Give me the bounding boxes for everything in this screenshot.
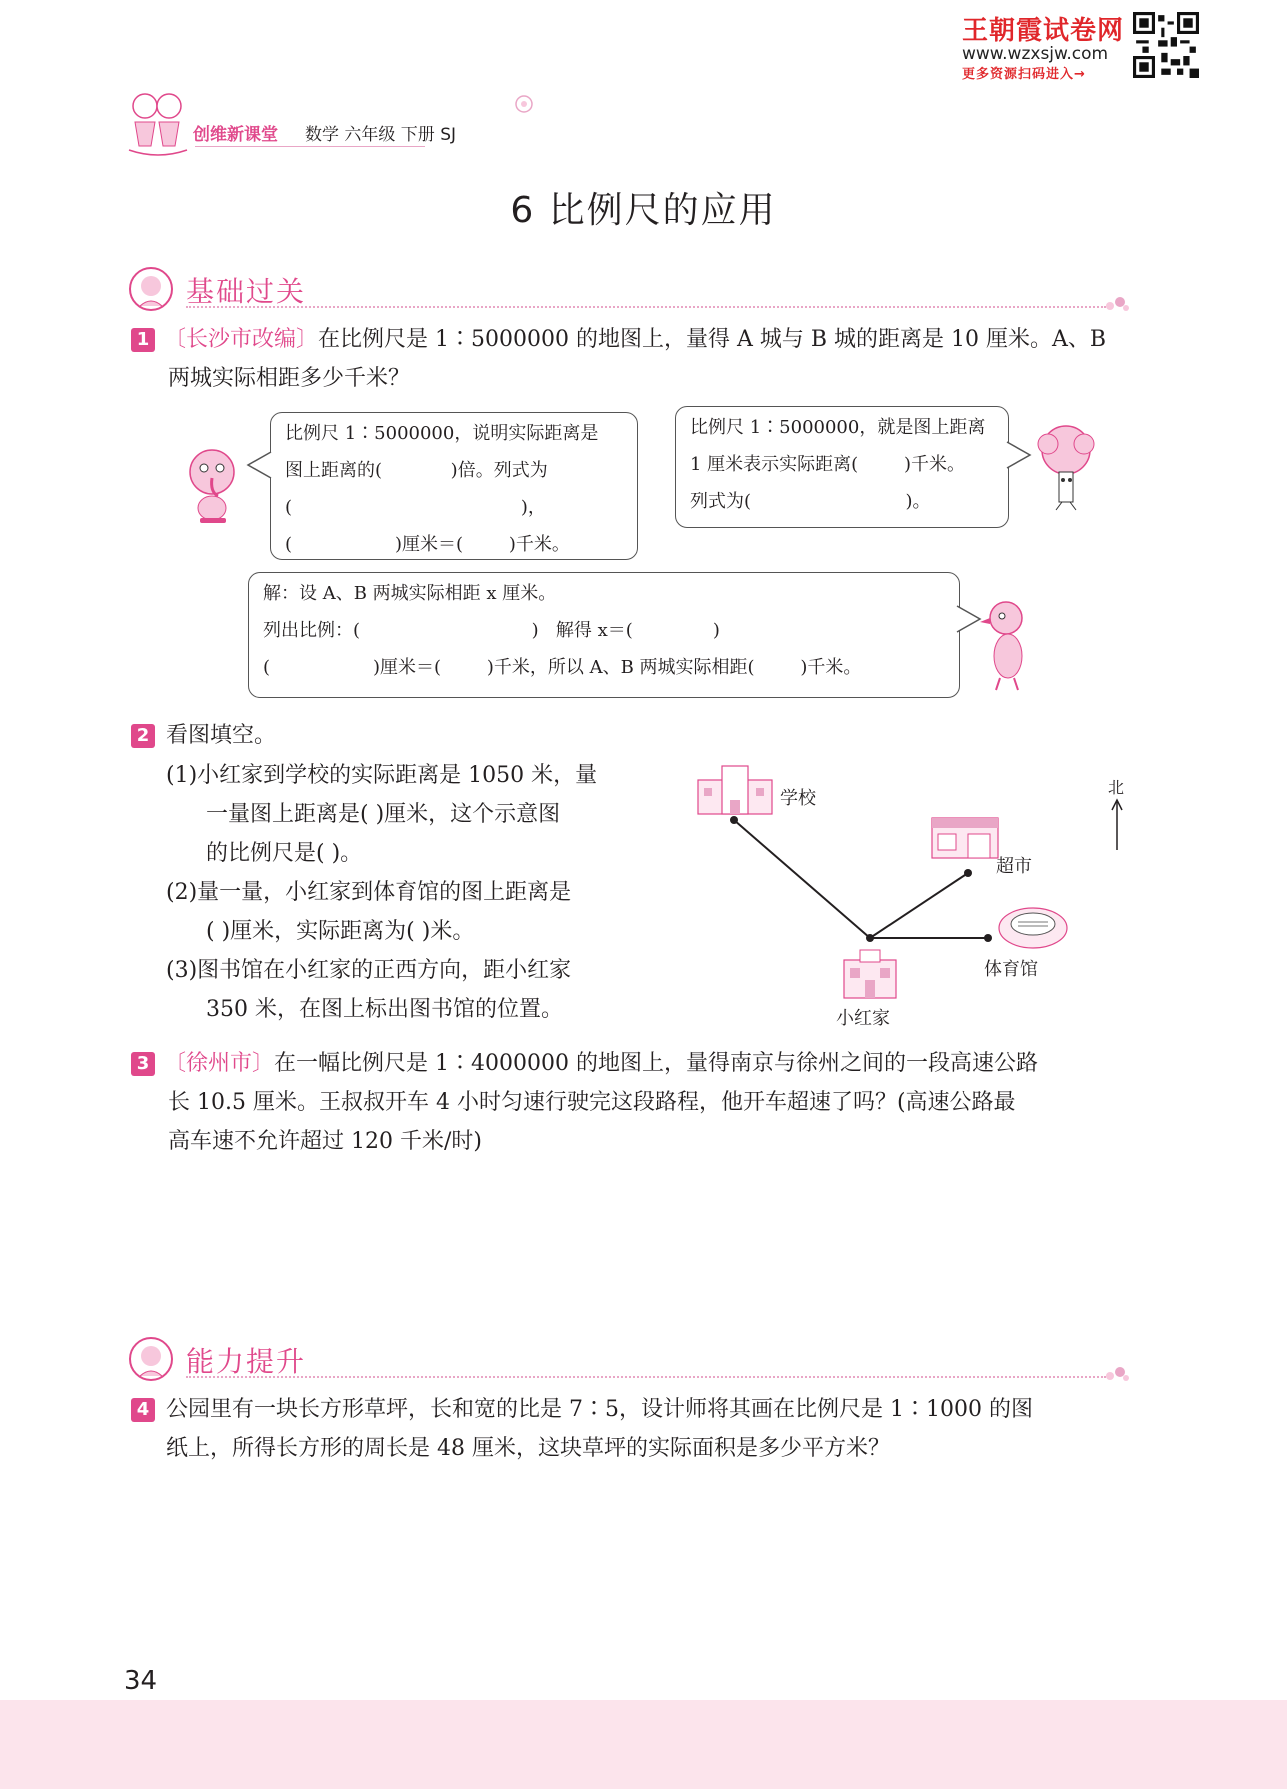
dots-decoration-icon bbox=[1104, 1364, 1130, 1384]
bubble-right-line: 1 厘米表示实际距离( )千米。 bbox=[690, 454, 965, 475]
map-label-stadium: 体育馆 bbox=[984, 959, 1038, 980]
question-2-line: 350 米，在图上标出图书馆的位置。 bbox=[206, 997, 563, 1022]
question-4-line1: 公园里有一块长方形草坪，长和宽的比是 7∶5，设计师将其画在比例尺是 1∶1000 的图 bbox=[166, 1397, 1033, 1422]
section-title-advanced: 能力提升 bbox=[186, 1345, 307, 1378]
bubble-left-line: ( )厘米＝( )千米。 bbox=[285, 534, 570, 555]
hint-bubble-right bbox=[675, 406, 1009, 528]
bubble-right-line: 列式为( )。 bbox=[690, 491, 931, 512]
bubble-right-line: 比例尺 1∶5000000，就是图上距离 bbox=[690, 417, 986, 438]
question-number: 3 bbox=[131, 1052, 155, 1076]
question-number: 2 bbox=[131, 724, 155, 748]
solution-bubble bbox=[248, 572, 960, 698]
north-label: 北 bbox=[1108, 778, 1125, 797]
question-3-line3: 高车速不允许超过 120 千米/时) bbox=[168, 1129, 482, 1154]
broccoli-mascot-icon bbox=[1026, 420, 1106, 516]
question-1 bbox=[164, 320, 1134, 398]
map-label-supermarket: 超市 bbox=[996, 856, 1032, 877]
question-3-line1: 在一幅比例尺是 1∶4000000 的地图上，量得南京与徐州之间的一段高速公路 bbox=[274, 1051, 1038, 1076]
pink-elephant-mascot-icon bbox=[182, 442, 244, 526]
brand-url[interactable]: www.wzxsjw.com bbox=[962, 44, 1109, 64]
question-3-line2: 长 10.5 厘米。王叔叔开车 4 小时匀速行驶完这段路程，他开车超速了吗？(高速公路最 bbox=[168, 1090, 1016, 1115]
section-divider bbox=[186, 1376, 1106, 1378]
question-2-line: 一量图上距离是( )厘米，这个示意图 bbox=[206, 802, 561, 827]
question-4-line2: 纸上，所得长方形的周长是 48 厘米，这块草坪的实际面积是多少平方米？ bbox=[166, 1436, 890, 1461]
stadium-building-icon bbox=[996, 898, 1070, 954]
page-number: 34 bbox=[124, 1666, 158, 1696]
question-number: 4 bbox=[131, 1398, 155, 1422]
qr-code-icon[interactable] bbox=[1133, 12, 1199, 78]
question-1-line1: 在比例尺是 1∶5000000 的地图上，量得 A 城与 B 城的距离是 10 厘米。A、B bbox=[318, 327, 1107, 352]
header-divider bbox=[195, 146, 425, 147]
question-source-tag: 〔徐州市〕 bbox=[164, 1051, 275, 1076]
question-2-title: 看图填空。 bbox=[166, 723, 277, 748]
bubble-left-line: 比例尺 1∶5000000，说明实际距离是 bbox=[285, 423, 599, 444]
book-brand: 创维新课堂 bbox=[193, 125, 278, 145]
question-2-body bbox=[166, 756, 686, 1029]
footer-band bbox=[0, 1700, 1287, 1789]
solution-line: 解：设 A、B 两城实际相距 x 厘米。 bbox=[263, 583, 557, 604]
hint-bubble-left bbox=[270, 412, 638, 560]
question-2-line: ( )厘米，实际距离为( )米。 bbox=[206, 919, 475, 944]
kids-mascot-icon bbox=[125, 88, 191, 158]
section-divider bbox=[186, 306, 1106, 308]
map-label-school: 学校 bbox=[780, 788, 816, 809]
question-2-line: (2)量一量，小红家到体育馆的图上距离是 bbox=[166, 880, 572, 905]
question-2-line: (3)图书馆在小红家的正西方向，距小红家 bbox=[166, 958, 572, 983]
question-2-line: 的比例尺是( )。 bbox=[206, 841, 363, 866]
home-building-icon bbox=[838, 946, 902, 1000]
bird-mascot-icon bbox=[976, 596, 1036, 692]
section-mascot-icon bbox=[128, 266, 174, 312]
page-title: 6 比例尺的应用 bbox=[510, 190, 777, 231]
bubble-left-line: ( )， bbox=[285, 497, 546, 518]
brand-hint: 更多资源扫码进入→ bbox=[962, 67, 1086, 82]
map-label-home: 小红家 bbox=[836, 1008, 890, 1029]
solution-line: 列出比例：( ) 解得 x＝( ) bbox=[263, 620, 720, 641]
question-4 bbox=[166, 1390, 1156, 1468]
section-mascot-icon bbox=[128, 1336, 174, 1382]
bubble-left-line: 图上距离的( )倍。列式为 bbox=[285, 460, 548, 481]
bubble-tail bbox=[246, 450, 272, 480]
flower-decoration-icon bbox=[512, 92, 536, 116]
book-info: 数学 六年级 下册 SJ bbox=[305, 125, 457, 145]
dots-decoration-icon bbox=[1104, 294, 1130, 314]
supermarket-building-icon bbox=[928, 812, 1002, 862]
question-3 bbox=[164, 1044, 1154, 1161]
brand-title: 王朝霞试卷网 bbox=[962, 16, 1125, 46]
solution-line: ( )厘米＝( )千米，所以 A、B 两城实际相距( )千米。 bbox=[263, 657, 862, 678]
question-number: 1 bbox=[131, 328, 155, 352]
school-building-icon bbox=[694, 760, 776, 818]
question-2-line: (1)小红家到学校的实际距离是 1050 米，量 bbox=[166, 763, 598, 788]
question-1-line2: 两城实际相距多少千米？ bbox=[168, 366, 411, 391]
question-source-tag: 〔长沙市改编〕 bbox=[164, 327, 319, 352]
section-title-basic: 基础过关 bbox=[186, 275, 307, 308]
